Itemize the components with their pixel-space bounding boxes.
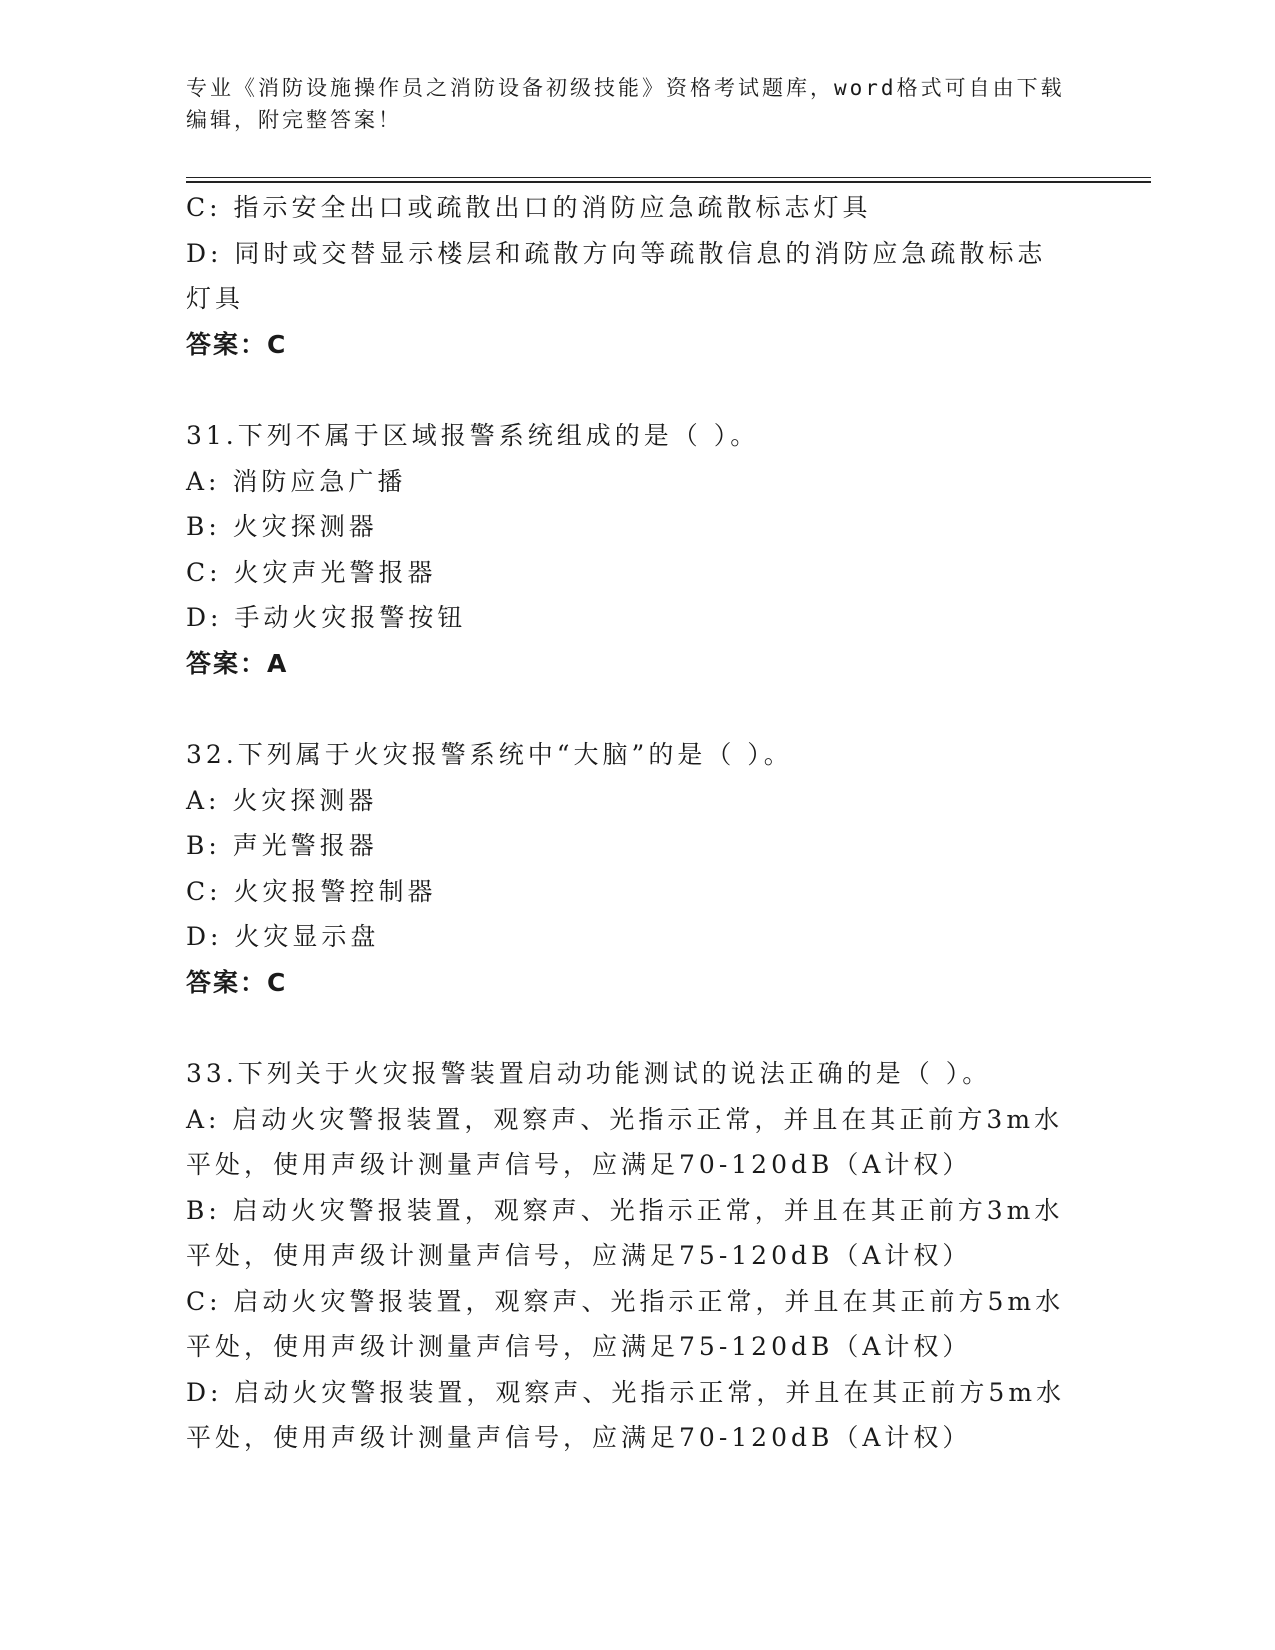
option-c: C: 火灾声光警报器	[186, 557, 437, 587]
document-header: 专业《消防设施操作员之消防设备初级技能》资格考试题库，word格式可自由下载编辑，附完整答案！	[186, 76, 1065, 132]
option-d: D: 火灾显示盘	[186, 922, 380, 951]
option-b: B: 声光警报器	[186, 831, 378, 860]
option-b: B: 火灾探测器	[186, 512, 378, 541]
option-d: D: 启动火灾警报装置，观察声、光指示正常，并且在其正前方5m水平处，使用声级计测量声信号，应满足70-120dB（A计权）	[186, 1377, 1066, 1452]
option-c: C: 指示安全出口或疏散出口的消防应急疏散标志灯具	[186, 193, 872, 222]
answer: 答案：A	[186, 648, 289, 678]
option-a: A: 火灾探测器	[186, 785, 378, 815]
question-stem: 33.下列关于火灾报警装置启动功能测试的说法正确的是（ ）。	[186, 1059, 992, 1088]
option-d: D: 同时或交替显示楼层和疏散方向等疏散信息的消防应急疏散标志灯具	[186, 238, 1047, 313]
question-stem: 31.下列不属于区域报警系统组成的是（ ）。	[186, 421, 760, 450]
option-d: D: 手动火灾报警按钮	[186, 603, 467, 632]
option-a: A: 消防应急广播	[186, 466, 407, 496]
header-divider-thin	[186, 177, 1151, 178]
question-content	[186, 185, 1066, 1461]
option-c: C: 火灾报警控制器	[186, 876, 437, 906]
answer: 答案：C	[186, 967, 288, 997]
option-c: C: 启动火灾警报装置，观察声、光指示正常，并且在其正前方5m水平处，使用声级计测量声信号，应满足75-120dB（A计权）	[186, 1286, 1065, 1361]
option-a: A: 启动火灾警报装置，观察声、光指示正常，并且在其正前方3m水平处，使用声级计测量声信号，应满足70-120dB（A计权）	[186, 1104, 1064, 1179]
question-stem: 32.下列属于火灾报警系统中“大脑”的是（ ）。	[186, 740, 793, 769]
header-divider-thick	[186, 181, 1151, 183]
answer: 答案：C	[186, 329, 288, 359]
option-b: B: 启动火灾警报装置，观察声、光指示正常，并且在其正前方3m水平处，使用声级计测量声信号，应满足75-120dB（A计权）	[186, 1195, 1064, 1270]
